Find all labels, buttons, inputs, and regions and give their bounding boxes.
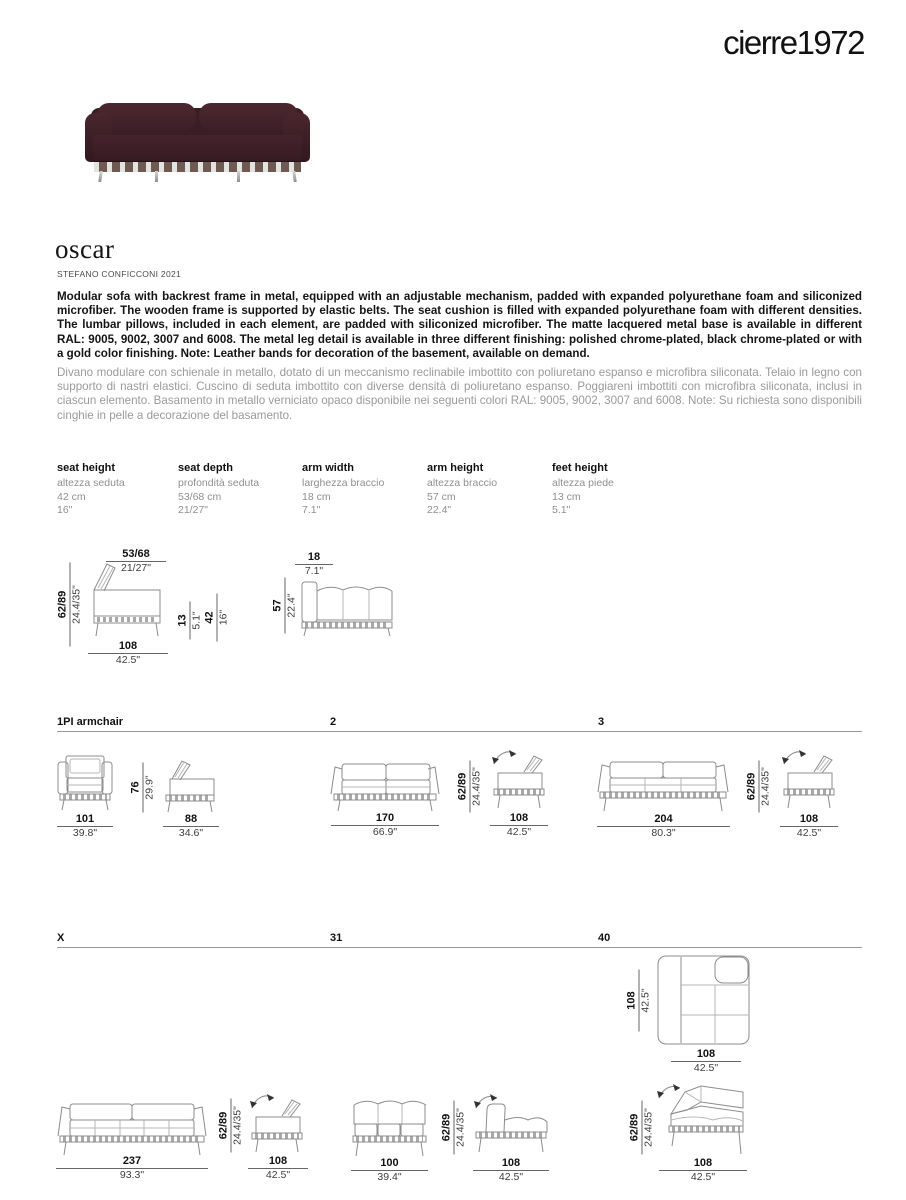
spec-cm: 18 cm [302, 490, 331, 503]
spec-inch: 5.1" [552, 504, 571, 517]
spec-inch: 7.1" [302, 504, 321, 517]
spec-title: arm height [427, 462, 484, 474]
spec-arm-height [427, 462, 545, 518]
module-40-corner-drawing [655, 1082, 750, 1158]
dim-module-31-width: 100 39.4" [351, 1157, 428, 1184]
dim-module-40-top-depth: 108 42.5" [626, 970, 653, 1032]
dim-armchair-depth: 88 34.6" [163, 813, 219, 840]
spec-cm: 13 cm [552, 490, 581, 503]
dim-x-module-width: 237 93.3" [56, 1155, 208, 1182]
dim-two-seater-height: 62/89 24.4/35" [457, 761, 484, 813]
description-english: Modular sofa with backrest frame in metal, equipped with an adjustable mechanism, padded with expanded polyurethane foam and siliconized microfiber. The wooden frame is supported by elastic belts. The seat cushion is filled with expanded polyurethane foam with different densities. The lumbar pillows, included in each element, are padded with siliconized microfiber. The matte lacquered metal base is available in different RAL: 9005, 9002, 3007 and 6008. The metal leg detail is available in three different finishing: polished chrome-plated, black chrome-plated or with a gold color finishing. Note: Leather bands for decoration of the basement, available on demand. [57, 290, 862, 360]
spec-feet-height [552, 462, 670, 518]
dim-seat-depth: 53/68 21/27" [106, 548, 166, 575]
dim-three-seater-depth: 108 42.5" [780, 813, 838, 840]
three-seater-side-drawing [778, 746, 838, 812]
spec-seat-height [57, 462, 175, 518]
dim-feet-height: 13 5.1" [177, 602, 204, 640]
sofa-leg [98, 171, 103, 182]
spec-inch: 16" [57, 504, 73, 517]
spec-arm-width [302, 462, 420, 518]
two-seater-side-drawing [488, 746, 548, 812]
two-seater-front-drawing [330, 760, 440, 812]
dim-arm-height: 57 22.4" [272, 578, 299, 634]
sofa-seat [93, 135, 302, 162]
spec-cm: 42 cm [57, 490, 86, 503]
section-divider [57, 947, 862, 948]
module-31-front-drawing [351, 1096, 428, 1158]
section-header-module-40: 40 [598, 932, 611, 944]
spec-subtitle: profondità seduta [178, 476, 260, 489]
dim-x-module-depth: 108 42.5" [248, 1155, 308, 1182]
x-module-side-drawing [246, 1090, 306, 1156]
section-header-three-seater: 3 [598, 716, 605, 728]
dim-module-31-height: 62/89 24.4/35" [441, 1101, 468, 1155]
dim-module-31-depth: 108 42.5" [473, 1157, 549, 1184]
dim-three-seater-height: 62/89 24.4/35" [746, 761, 773, 813]
dim-armchair-height: 76 29.9" [130, 763, 157, 813]
armchair-front-drawing [57, 752, 113, 812]
section-header-two-seater: 2 [330, 716, 337, 728]
dim-module-40-top-width: 108 42.5" [671, 1048, 741, 1075]
section-divider [57, 731, 862, 732]
dim-module-40-height: 62/89 24.4/35" [629, 1101, 656, 1155]
dim-x-module-height: 62/89 24.4/35" [218, 1099, 245, 1153]
section-header-armchair: 1PI armchair [57, 716, 124, 728]
spec-subtitle: larghezza braccio [302, 476, 385, 489]
armchair-side-drawing [164, 755, 218, 813]
dim-back-height: 62/89 24.4/35" [57, 563, 84, 647]
sofa-leg [155, 171, 158, 182]
spec-title: feet height [552, 462, 608, 474]
spec-cm: 57 cm [427, 490, 456, 503]
spec-subtitle: altezza seduta [57, 476, 125, 489]
dim-module-40-depth: 108 42.5" [659, 1157, 747, 1184]
dim-armchair-width: 101 39.8" [57, 813, 113, 840]
product-photo [85, 98, 310, 182]
dim-three-seater-width: 204 80.3" [597, 813, 730, 840]
page-title: oscar [55, 234, 115, 264]
spec-subtitle: altezza braccio [427, 476, 498, 489]
dim-seat-height: 42 16" [204, 594, 231, 642]
spec-subtitle: altezza piede [552, 476, 614, 489]
spec-inch: 21/27" [178, 504, 209, 517]
module-31-side-drawing [472, 1092, 550, 1156]
dim-two-seater-depth: 108 42.5" [490, 812, 548, 839]
overview-front-drawing [300, 578, 395, 636]
dim-arm-width: 18 7.1" [295, 551, 333, 578]
section-header-module-31: 31 [330, 932, 343, 944]
spec-title: arm width [302, 462, 354, 474]
three-seater-front-drawing [596, 758, 730, 812]
spec-cm: 53/68 cm [178, 490, 222, 503]
spec-title: seat height [57, 462, 116, 474]
designer-label: STEFANO CONFICCONI 2021 [57, 269, 182, 279]
sofa-leg [237, 171, 240, 182]
brand-logo: cierre1972 [723, 24, 864, 61]
spec-title: seat depth [178, 462, 234, 474]
section-header-x-module: X [57, 932, 65, 944]
sofa-base-slats [94, 161, 301, 172]
description-italian: Divano modulare con schienale in metallo, dotato di un meccanismo reclinabile imbottito con poliuretano espanso e microfibra siliconata. Telaio in legno con supporto di nastri elastici. Cuscino di seduta imbottito con diverse densità di poliuretano espanso. Poggiareni imbottiti con microfibra siliconata, inclusi in ciascun elemento. Basamento in metallo verniciato opaco disponibile nei seguenti colori RAL: 9005, 9002, 3007 and 6008. Note: Su richiesta sono disponibili cinghie in pelle a decorazione del basamento. [57, 366, 862, 422]
spec-seat-depth [178, 462, 296, 518]
x-module-front-drawing [56, 1100, 208, 1156]
module-40-top-view-drawing [657, 955, 750, 1045]
spec-inch: 22.4" [427, 504, 452, 517]
dim-two-seater-width: 170 66.9" [331, 812, 439, 839]
dim-total-depth: 108 42.5" [88, 640, 168, 667]
sofa-leg [292, 171, 297, 182]
